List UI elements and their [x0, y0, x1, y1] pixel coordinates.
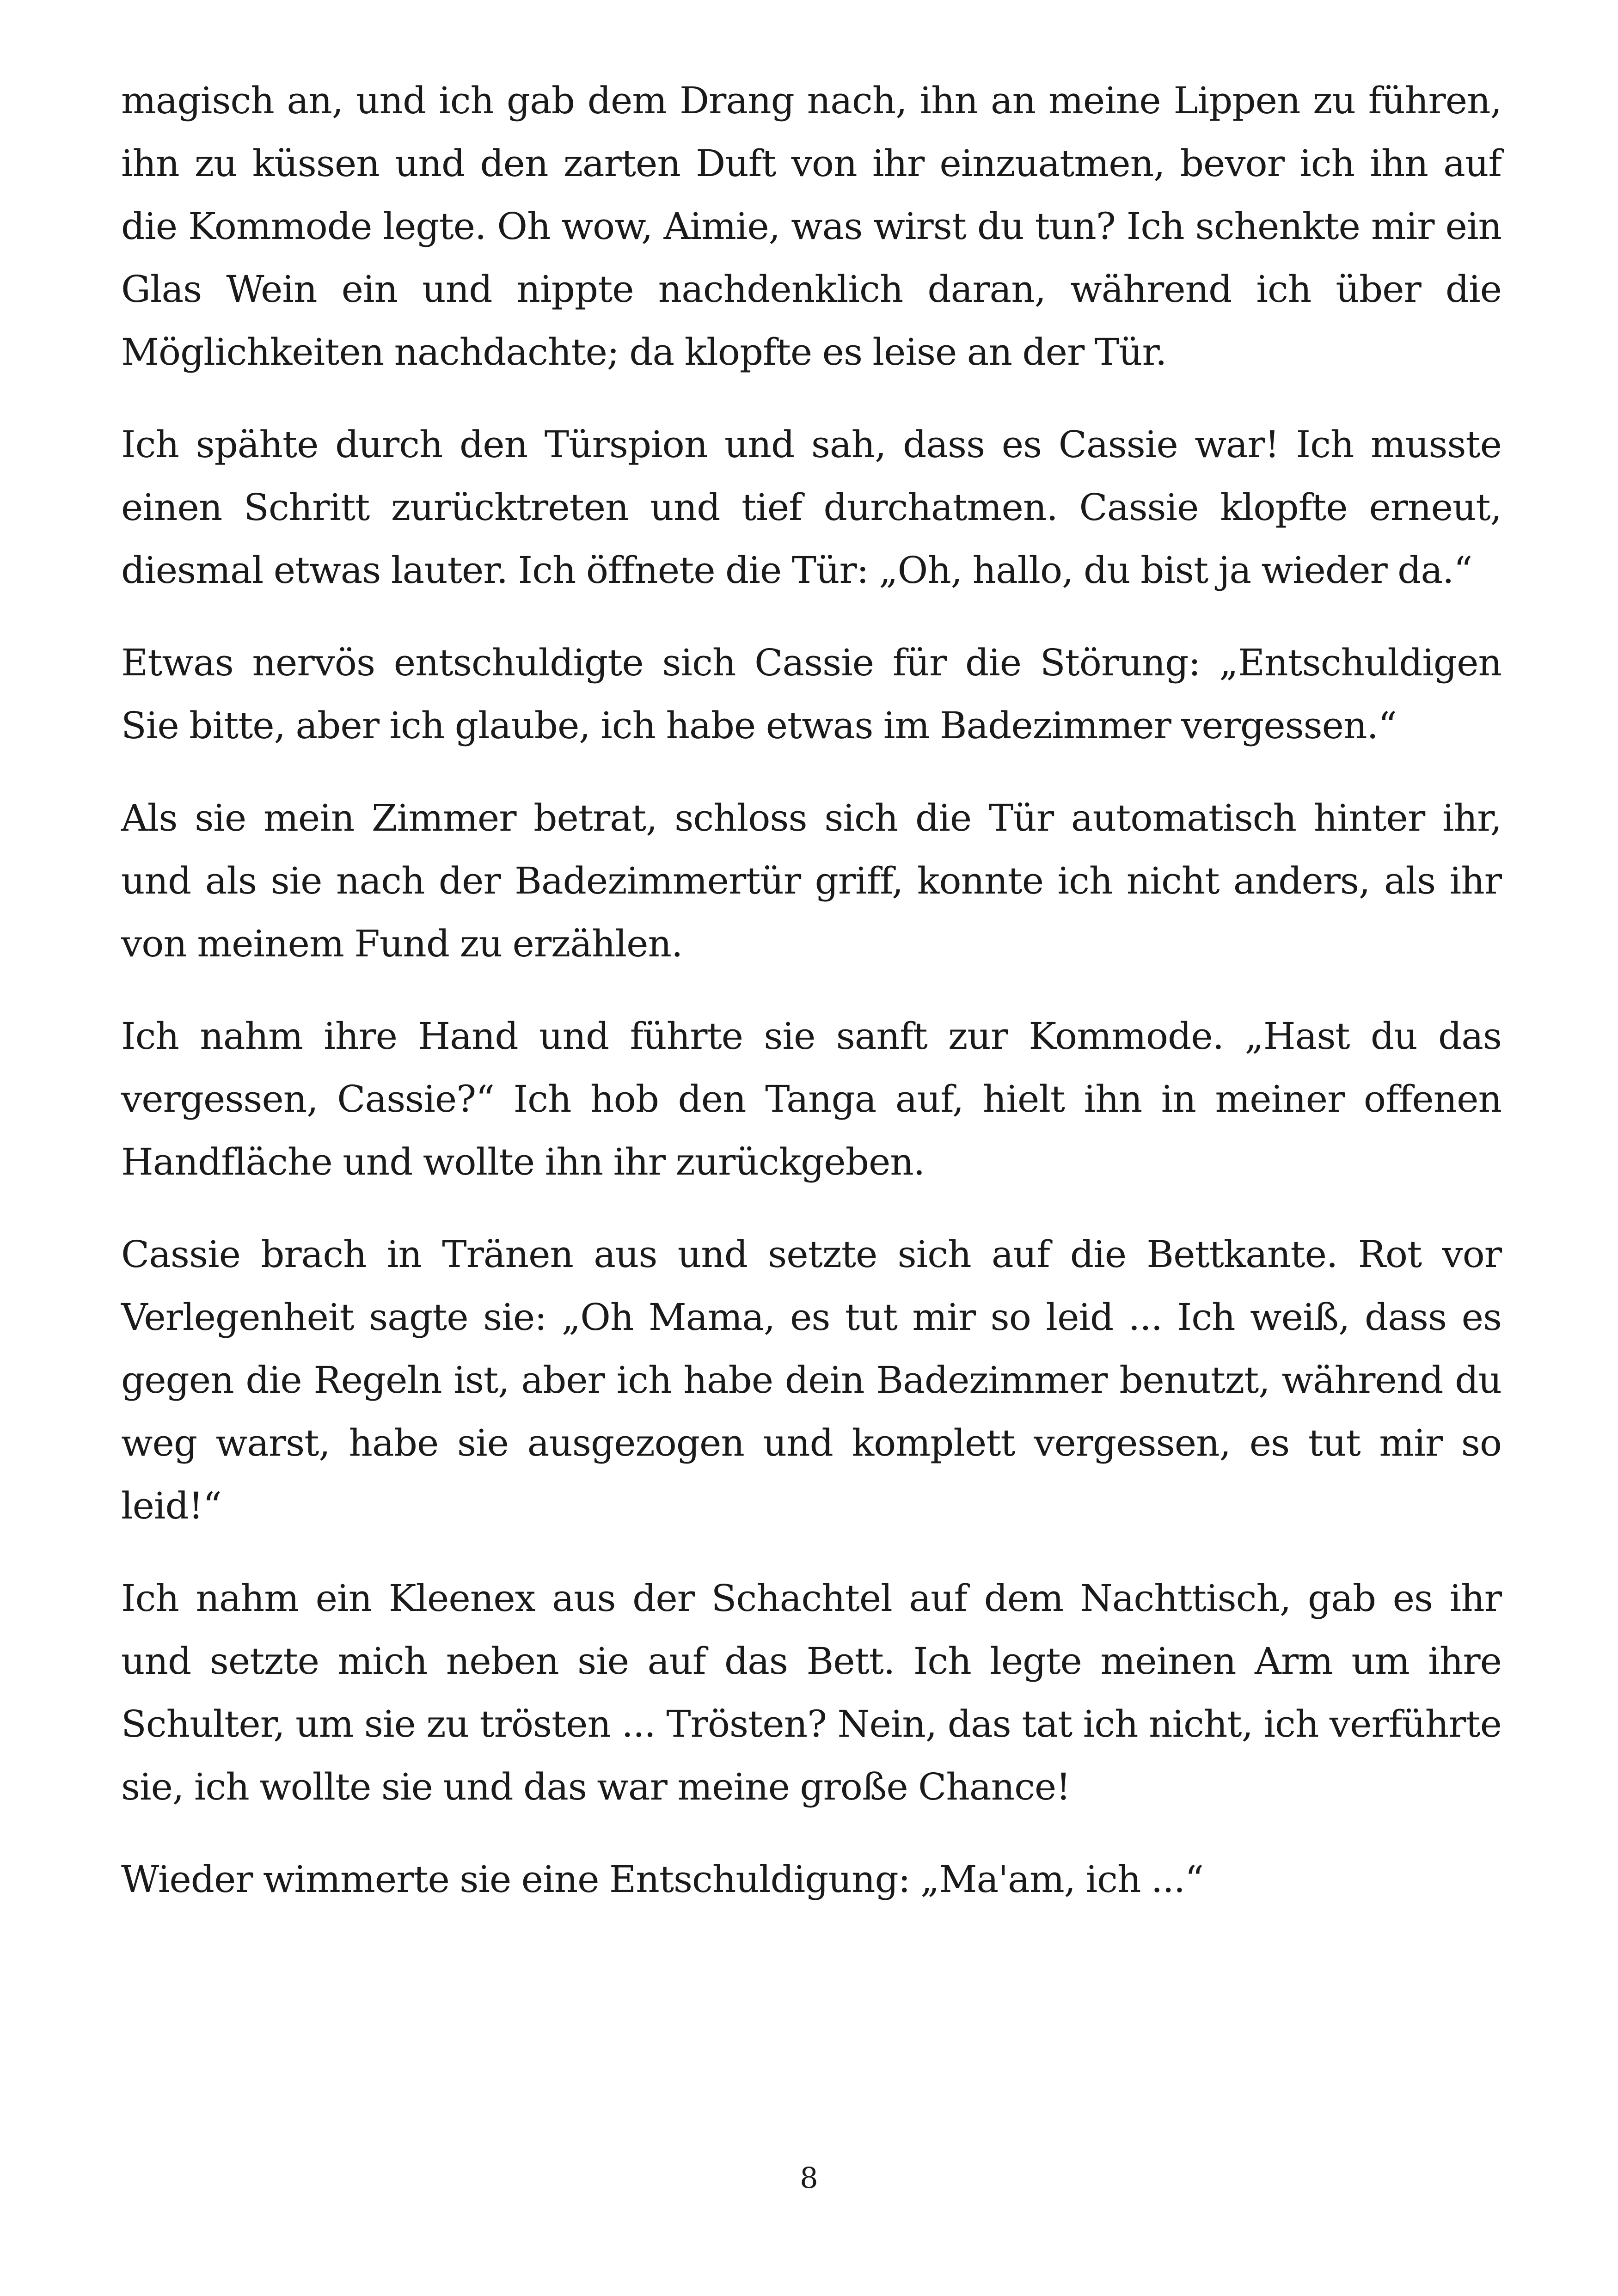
- paragraph-4: Als sie mein Zimmer betrat, schloss sich die Tür automatisch hinter ihr, und als sie nach der Badezimmertür griff, konnte ich nicht anders, als ihr von meinem Fund zu erzählen.: [121, 796, 1502, 965]
- paragraph-2: Ich spähte durch den Türspion und sah, dass es Cassie war! Ich musste einen Schritt zurücktreten und tief durchatmen. Cassie klopfte erneut, diesmal etwas lauter. Ich öffnete die Tür: „Oh, hallo, du bist ja wieder da.“: [121, 423, 1502, 592]
- paragraph-7: Ich nahm ein Kleenex aus der Schachtel auf dem Nachttisch, gab es ihr und setzte mich neben sie auf das Bett. Ich legte meinen Arm um ihre Schulter, um sie zu trösten ... Trösten? Nein, das tat ich nicht, ich verführte sie, ich wollte sie und das war meine große Chance!: [121, 1577, 1502, 1808]
- paragraph-5: Ich nahm ihre Hand und führte sie sanft zur Kommode. „Hast du das vergessen, Cassie?“ Ich hob den Tanga auf, hielt ihn in meiner offenen Handfläche und wollte ihn ihr zurückgeben.: [121, 1015, 1502, 1183]
- paragraph-6: Cassie brach in Tränen aus und setzte sich auf die Bettkante. Rot vor Verlegenheit sagte sie: „Oh Mama, es tut mir so leid ... Ich weiß, dass es gegen die Regeln ist, aber ich habe dein Badezimmer benutzt, während du weg warst, habe sie ausgezogen und komplett vergessen, es tut mir so leid!“: [121, 1233, 1502, 1527]
- body-text: [121, 69, 1502, 1941]
- paragraph-1: magisch an, und ich gab dem Drang nach, ihn an meine Lippen zu führen, ihn zu küssen und den zarten Duft von ihr einzuatmen, bevor ich ihn auf die Kommode legte. Oh wow, Aimie, was wirst du tun? Ich schenkte mir ein Glas Wein ein und nippte nachdenklich daran, während ich über die Möglichkeiten nachdachte; da klopfte es leise an der Tür.: [121, 79, 1502, 373]
- paragraph-3: Etwas nervös entschuldigte sich Cassie für die Störung: „Entschuldigen Sie bitte, aber ich glaube, ich habe etwas im Badezimmer vergessen.“: [121, 641, 1502, 747]
- paragraph-8: Wieder wimmerte sie eine Entschuldigung: „Ma'am, ich ...“: [121, 1858, 1204, 1901]
- page-number: 8: [800, 2161, 818, 2195]
